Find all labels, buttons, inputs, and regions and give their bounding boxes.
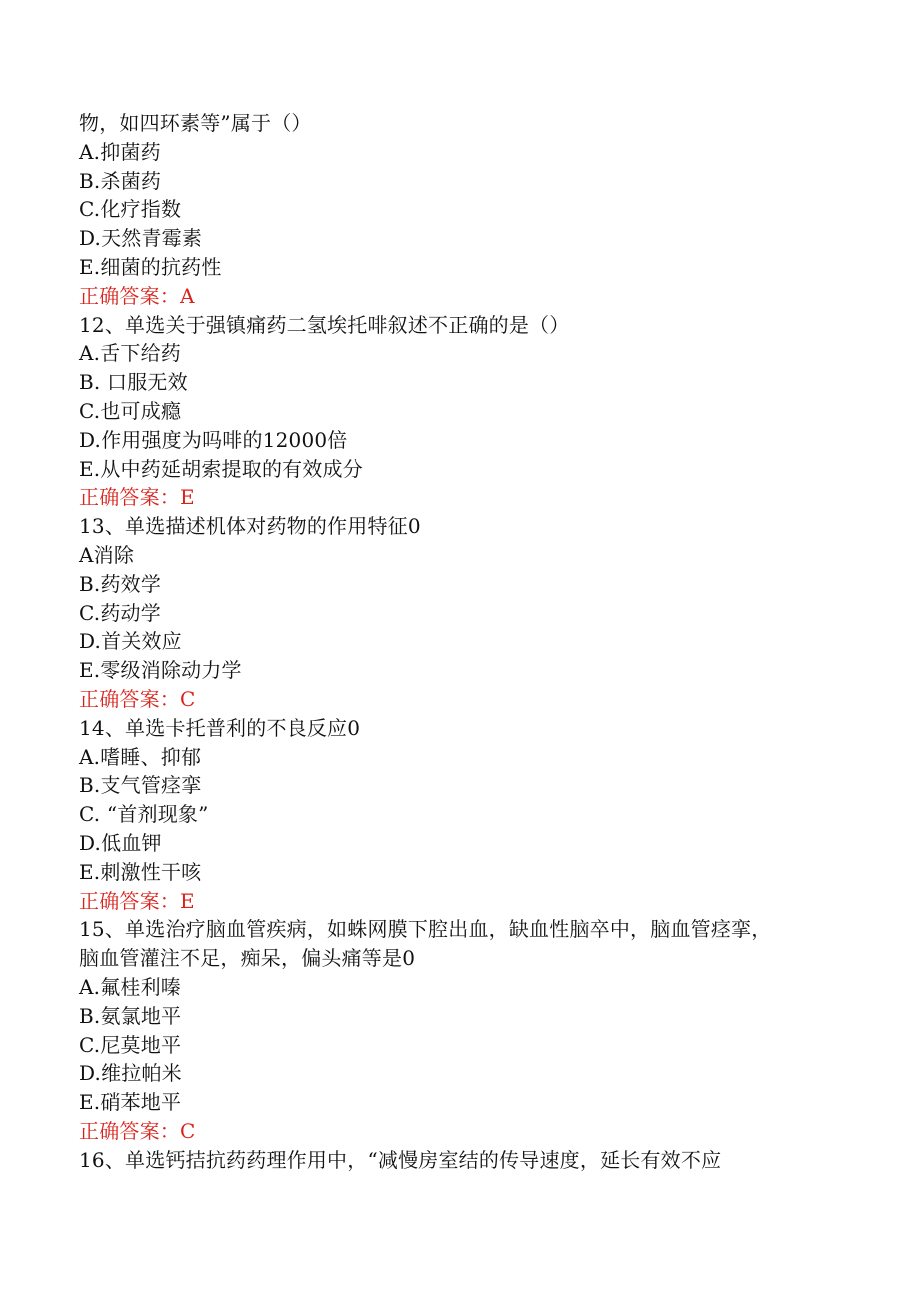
question-text-line: 13、单选描述机体对药物的作用特征0 xyxy=(79,514,421,539)
answer-option: D.维拉帕米 xyxy=(79,1061,182,1086)
question-text-line: 16、单选钙拮抗药药理作用中，“减慢房室结的传导速度，延长有效不应 xyxy=(79,1147,722,1172)
question-text-line: 脑血管灌注不足，痴呆，偏头痛等是0 xyxy=(79,946,416,971)
document-body xyxy=(79,109,839,1174)
answer-option: C.药动学 xyxy=(79,600,161,625)
answer-option: B.药效学 xyxy=(79,571,162,596)
answer-option: B. 口服无效 xyxy=(79,370,188,395)
answer-option: E.零级消除动力学 xyxy=(79,658,242,683)
correct-answer-label: 正确答案：C xyxy=(79,1118,196,1143)
answer-option: A.抑菌药 xyxy=(79,139,161,164)
answer-option: C.化疗指数 xyxy=(79,197,182,222)
correct-answer-label: 正确答案：E xyxy=(79,485,195,510)
correct-answer-label: 正确答案：A xyxy=(79,283,195,308)
correct-answer-label: 正确答案：E xyxy=(79,888,195,913)
answer-option: D.低血钾 xyxy=(79,830,162,855)
answer-option: E.从中药延胡索提取的有效成分 xyxy=(79,456,363,481)
answer-option: A消除 xyxy=(79,542,135,567)
question-text-line: 14、单选卡托普利的不良反应0 xyxy=(79,715,361,740)
answer-option: C.也可成瘾 xyxy=(79,398,182,423)
answer-option: A.舌下给药 xyxy=(79,341,182,366)
answer-option: C. “首剂现象” xyxy=(79,802,209,827)
question-text-line: 15、单选治疗脑血管疾病，如蛛网膜下腔出血，缺血性脑卒中，脑血管痉挛， xyxy=(79,917,772,942)
answer-option: B.支气管痉挛 xyxy=(79,773,202,798)
answer-option: E.刺激性干咳 xyxy=(79,859,202,884)
correct-answer-label: 正确答案：C xyxy=(79,686,196,711)
answer-option: C.尼莫地平 xyxy=(79,1032,182,1057)
answer-option: D.天然青霉素 xyxy=(79,226,203,251)
answer-option: B.氨氯地平 xyxy=(79,1003,182,1028)
answer-option: D.首关效应 xyxy=(79,629,182,654)
answer-option: D.作用强度为吗啡的12000倍 xyxy=(79,427,348,452)
answer-option: E.硝苯地平 xyxy=(79,1090,182,1115)
answer-option: E.细菌的抗药性 xyxy=(79,254,222,279)
answer-option: A.氟桂利嗪 xyxy=(79,974,182,999)
question-text-line: 12、单选关于强镇痛药二氢埃托啡叙述不正确的是（） xyxy=(79,312,570,337)
answer-option: A.嗜睡、抑郁 xyxy=(79,744,202,769)
answer-option: B.杀菌药 xyxy=(79,168,162,193)
question-text-line: 物，如四环素等”属于（） xyxy=(79,111,312,135)
